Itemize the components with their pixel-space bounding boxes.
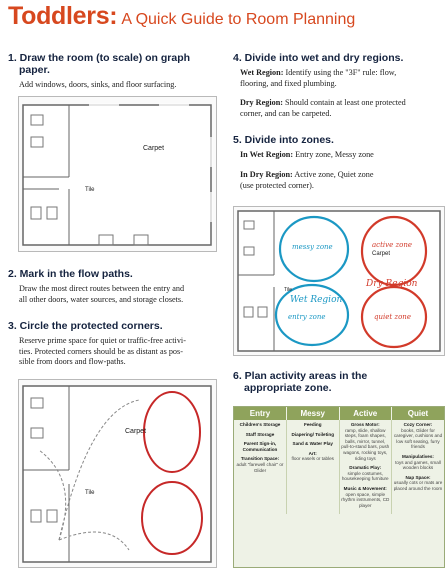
step3-text: Reserve prime space for quiet or traffic-free activi- ties. Protected corners should be as distant as pos- sible from doors and flow-paths. [19, 336, 186, 366]
quiet-cell: Cozy Corner: books, Glider for caregiver, cushions and low soft seating, furry friends Manipulatives: toys and games, small wooden blocks Nap Space: usually cots or mats are placed around the room [393, 422, 443, 491]
step4-heading: 4. Divide into wet and dry regions. [233, 52, 404, 64]
active-zone-label: active zone [372, 241, 413, 249]
page-title [8, 2, 355, 31]
title-subtitle: A Quick Guide to Room Planning [121, 11, 356, 28]
quiet-zone-label: quiet zone [374, 313, 411, 321]
entry-zone-label: entry zone [288, 313, 326, 321]
wet-region-label: Wet Region [290, 295, 343, 305]
messy-cell: Feeding Diapering/ Toileting Sand & Water Play Art: floor easels or tables [287, 420, 340, 514]
title-main: Toddlers: [8, 2, 118, 30]
step1-heading: 1. Draw the room (to scale) on graph paper. [8, 52, 191, 76]
floor-plan-3 [18, 379, 217, 568]
entry-cell: Children's Storage Staff Storage Parent Sign-in, Communication Transition Space: adult "farewell chair" or Glider [234, 420, 287, 514]
messy-zone-label: messy zone [292, 243, 333, 251]
step5-heading: 5. Divide into zones. [233, 134, 334, 146]
tile-label: Tile [85, 187, 95, 193]
col-quiet: Quiet [392, 407, 445, 420]
floor-plan-1 [18, 96, 217, 252]
carpet-label: Carpet [372, 251, 391, 257]
activity-table [233, 406, 445, 568]
carpet-label: Carpet [143, 145, 165, 152]
tile-label: Tile [85, 490, 95, 496]
step2-heading: 2. Mark in the flow paths. [8, 268, 133, 280]
active-cell: Gross Motor: ramp, slide, shallow steps, foam shapes, balls, mirror, tunnel, pull-to-stand bars, push wagons, rocking toys, riding toys Dramatic Play: simple costumes, housekeeping furniture Music & Movement: open space, simple rhythm instruments, CD player [339, 420, 392, 514]
carpet-label: Carpet [125, 428, 147, 435]
step1-text: Add windows, doors, sinks, and floor surfacing. [19, 80, 177, 89]
step5-wet-text: In Wet Region: Entry zone, Messy zone [240, 150, 374, 159]
col-active: Active [339, 407, 392, 420]
dry-region-label: Dry Region [366, 279, 418, 289]
col-messy: Messy [287, 407, 340, 420]
col-entry: Entry [234, 407, 287, 420]
tile-label: Tile [284, 287, 292, 293]
step4-wet-text: Wet Region: Identify using the "3F" rule: flow, flooring, and fixed plumbing. [240, 68, 397, 88]
step4-dry-text: Dry Region: Should contain at least one protected corner, and can be carpeted. [240, 98, 406, 118]
step5-dry-text: In Dry Region: Active zone, Quiet zone (use protected corner). [240, 170, 374, 190]
floor-plan-5 [233, 206, 445, 356]
step2-text: Draw the most direct routes between the entry and all other doors, water sources, and storage closets. [19, 284, 185, 304]
step6-heading: 6. Plan activity areas in the appropriate zone. [233, 370, 368, 394]
step3-heading: 3. Circle the protected corners. [8, 320, 163, 332]
